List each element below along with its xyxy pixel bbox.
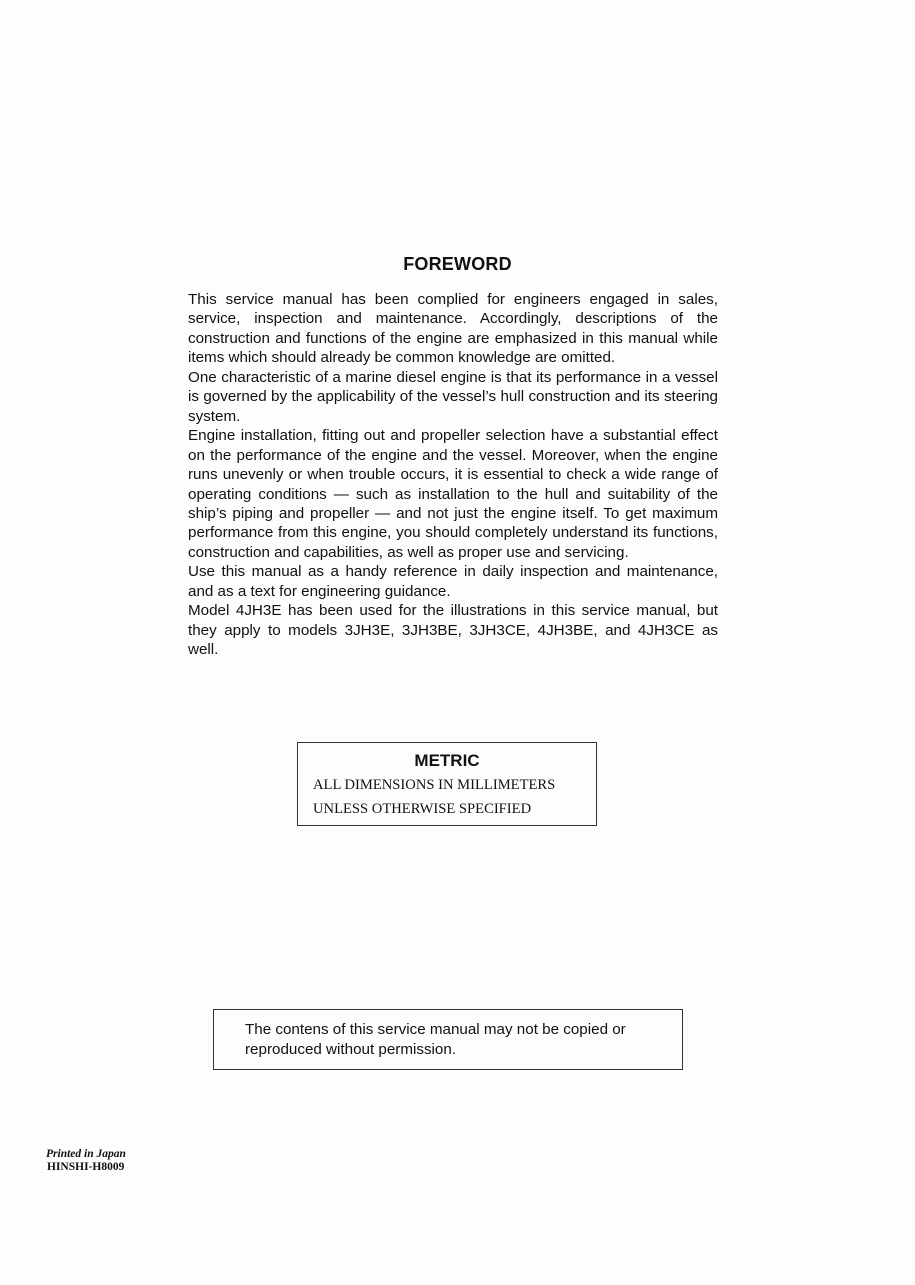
page-title: FOREWORD	[403, 254, 512, 274]
copyright-notice: The contens of this service manual may not be copied or reproduced without permission.	[245, 1021, 626, 1058]
paragraph: Engine installation, fitting out and propeller selection have a substantial effect on the performance of the engine and the vessel. Moreover, when the engine runs unevenly or when trouble occurs, it is essential to check a wide range of operating conditions — such as installation to the hull and suitability of the ship’s piping and propeller — and not just the engine itself. To get maximum performance from this engine, you should completely understand its functions, construction and capabilities, as well as proper use and servicing.	[188, 427, 718, 561]
metric-notice-box	[297, 742, 597, 826]
document-code: HINSHI-H8009	[47, 1160, 125, 1173]
printed-in-label: Printed in Japan	[46, 1148, 126, 1160]
paragraph: Use this manual as a handy reference in daily inspection and maintenance, and as a text for engineering guidance.	[188, 563, 718, 600]
copyright-notice-box	[213, 1009, 683, 1070]
paragraph: This service manual has been complied for engineers engaged in sales, service, inspection and maintenance. Accordingly, descriptions of the construction and functions of the engine are emphasized in this manual while items which should already be common knowledge are omitted.	[188, 291, 718, 367]
metric-line: UNLESS OTHERWISE SPECIFIED	[313, 801, 532, 817]
paragraph: Model 4JH3E has been used for the illustrations in this service manual, but they apply to models 3JH3E, 3JH3BE, 3JH3CE, 4JH3BE, and 4JH3CE as well.	[188, 602, 718, 659]
footer	[46, 1148, 126, 1173]
foreword-body	[188, 290, 718, 660]
metric-line: ALL DIMENSIONS IN MILLIMETERS	[313, 777, 556, 793]
metric-title: METRIC	[414, 751, 480, 770]
paragraph: One characteristic of a marine diesel engine is that its performance in a vessel is governed by the applicability of the vessel’s hull construction and its steering system.	[188, 368, 718, 425]
